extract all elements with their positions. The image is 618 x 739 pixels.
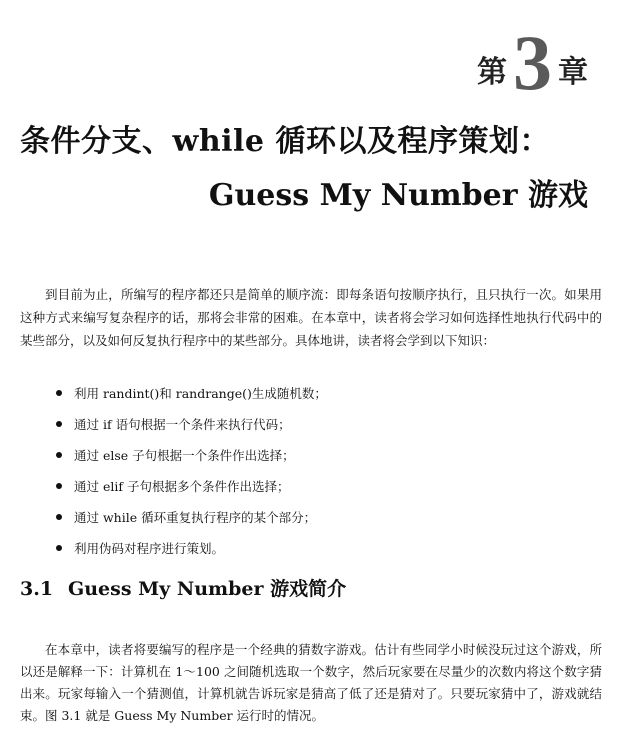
chapter-prefix: 第 (477, 55, 507, 91)
section-title: Guess My Number 游戏简介 (68, 578, 347, 600)
intro-paragraph: 到目前为止，所编写的程序都还只是简单的顺序流：即每条语句按顺序执行，且只执行一次。如果用这种方式来编写复杂程序的话，那将会非常的困难。在本章中，读者将会学习如何选择性地执行代码中的某些部分，以及如何反复执行程序中的某些部分。具体地讲，读者将会学到以下知识： (20, 286, 602, 348)
section-heading (20, 574, 346, 601)
list-item-text: 通过 else 子句根据一个条件作出选择； (74, 447, 295, 463)
list-item (56, 439, 327, 470)
chapter-number: 3 (513, 19, 552, 106)
list-item-text: 通过 while 循环重复执行程序的某个部分； (74, 509, 317, 525)
list-item-text: 利用 randint()和 randrange()生成随机数； (74, 385, 327, 401)
list-item (56, 377, 327, 408)
chapter-suffix: 章 (558, 55, 588, 91)
chapter-title-line-2: Guess My Number 游戏 (208, 178, 588, 213)
chapter-title-line-1: 条件分支、while 循环以及程序策划： (20, 124, 550, 159)
list-item-text: 通过 elif 子句根据多个条件作出选择； (74, 478, 290, 494)
bullet-icon (56, 545, 62, 551)
section-number: 3.1 (20, 578, 54, 600)
list-item-text: 利用伪码对程序进行策划。 (74, 540, 225, 556)
list-item (56, 470, 327, 501)
bullet-icon (56, 390, 62, 396)
list-item (56, 501, 327, 532)
list-item-text: 通过 if 语句根据一个条件来执行代码； (74, 416, 291, 432)
bullet-icon (56, 514, 62, 520)
section-body-paragraph: 在本章中，读者将要编写的程序是一个经典的猜数字游戏。估计有些同学小时候没玩过这个游戏，所以还是解释一下：计算机在 1～100 之间随机选取一个数字，然后玩家要在尽量少的次数内将这个数字猜出来。玩家每输入一个猜测值，计算机就告诉玩家是猜高了低了还是猜对了。只要玩家猜中了，游戏就结束。图 3.1 就是 Guess My Number 运行时的情况。 (20, 641, 602, 723)
bullet-icon (56, 483, 62, 489)
list-item (56, 532, 327, 563)
bullet-icon (56, 452, 62, 458)
list-item (56, 408, 327, 439)
learning-objectives-list (56, 377, 327, 563)
chapter-label (477, 19, 588, 106)
bullet-icon (56, 421, 62, 427)
